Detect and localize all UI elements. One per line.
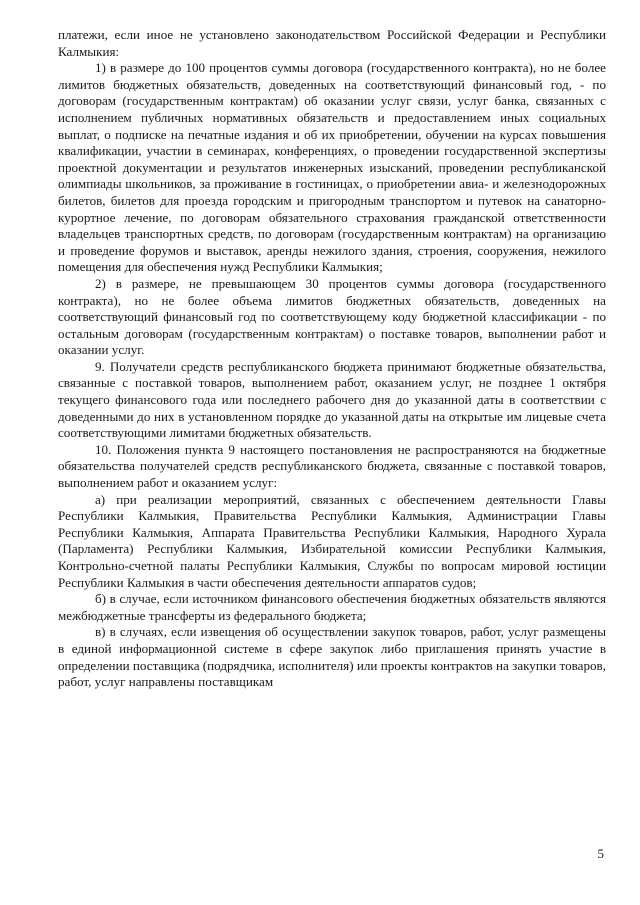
paragraph-item-1: 1) в размере до 100 процентов суммы договора (государственного контракта), но не более лимитов бюджетных обязательств, доведенных на соответствующий финансовый год, - по договорам (государственным контрактам) об оказании услуг связи, услуг банка, связанных с исполнением публичных нормативных обязательств и предоставлением иных социальных выплат, о подписке на печатные издания и об их приобретении, обучении на курсах повышения квалификации, участии в семинарах, конференциях, о проведении государственной экспертизы проектной документации и результатов инженерных изысканий, проведении республиканской олимпиады школьников, за проживание в гостиницах, о приобретении авиа- и железнодорожных билетов, билетов для проезда городским и пригородным транспортом и путевок на санаторно-курортное лечение, по договорам обязательного страхования гражданской ответственности владельцев транспортных средств, по договорам (государственным контрактам) на организацию и проведение форумов и выставок, аренды нежилого здания, строения, сооружения, нежилого помещения для обеспечения нужд Республики Калмыкия;: [58, 60, 606, 275]
paragraph-subitem-a: а) при реализации мероприятий, связанных с обеспечением деятельности Главы Республики Калмыкия, Правительства Республики Калмыкия, Администрации Главы Республики Калмыкия, Аппарата Правительства Республики Калмыкия, Народного Хурала (Парламента) Республики Калмыкия, Избирательной комиссии Республики Калмыкия, Контрольно-счетной палаты Республики Калмыкия, Службы по вопросам мировой юстиции Республики Калмыкия в части обеспечения деятельности аппаратов судов;: [58, 491, 606, 590]
page-number: 5: [597, 846, 604, 861]
paragraph-clause-10: 10. Положения пункта 9 настоящего постановления не распространяются на бюджетные обязательства получателей средств республиканского бюджета, связанные с поставкой товаров, выполнением работ и оказанием услуг:: [58, 441, 606, 491]
paragraph-continuation: платежи, если иное не установлено законодательством Российской Федерации и Республики Калмыкия:: [58, 27, 606, 59]
paragraph-subitem-b: б) в случае, если источником финансового обеспечения бюджетных обязательств являются межбюджетные трансферты из федерального бюджета;: [58, 591, 606, 623]
paragraph-clause-9: 9. Получатели средств республиканского бюджета принимают бюджетные обязательства, связанные с поставкой товаров, выполнением работ, оказанием услуг, не позднее 1 октября текущего финансового года или последнего рабочего дня до указанной даты в соответствии с доведенными до них в установленном порядке до указанной даты на открытые им лицевые счета соответствующими лимитами бюджетных обязательств.: [58, 358, 606, 441]
document-body: [58, 27, 606, 691]
paragraph-subitem-v: в) в случаях, если извещения об осуществлении закупок товаров, работ, услуг размещены в единой информационной системе в сфере закупок либо приглашения принять участие в определении поставщика (подрядчика, исполнителя) или проекты контрактов на закупки товаров, работ, услуг направлены поставщикам: [58, 624, 606, 690]
paragraph-item-2: 2) в размере, не превышающем 30 процентов суммы договора (государственного контракта), но не более объема лимитов бюджетных обязательств, доведенных на соответствующий финансовый год по соответствующему коду бюджетной классификации - по остальным договорам (государственным контрактам) о поставке товаров, выполнении работ и оказании услуг.: [58, 275, 606, 358]
